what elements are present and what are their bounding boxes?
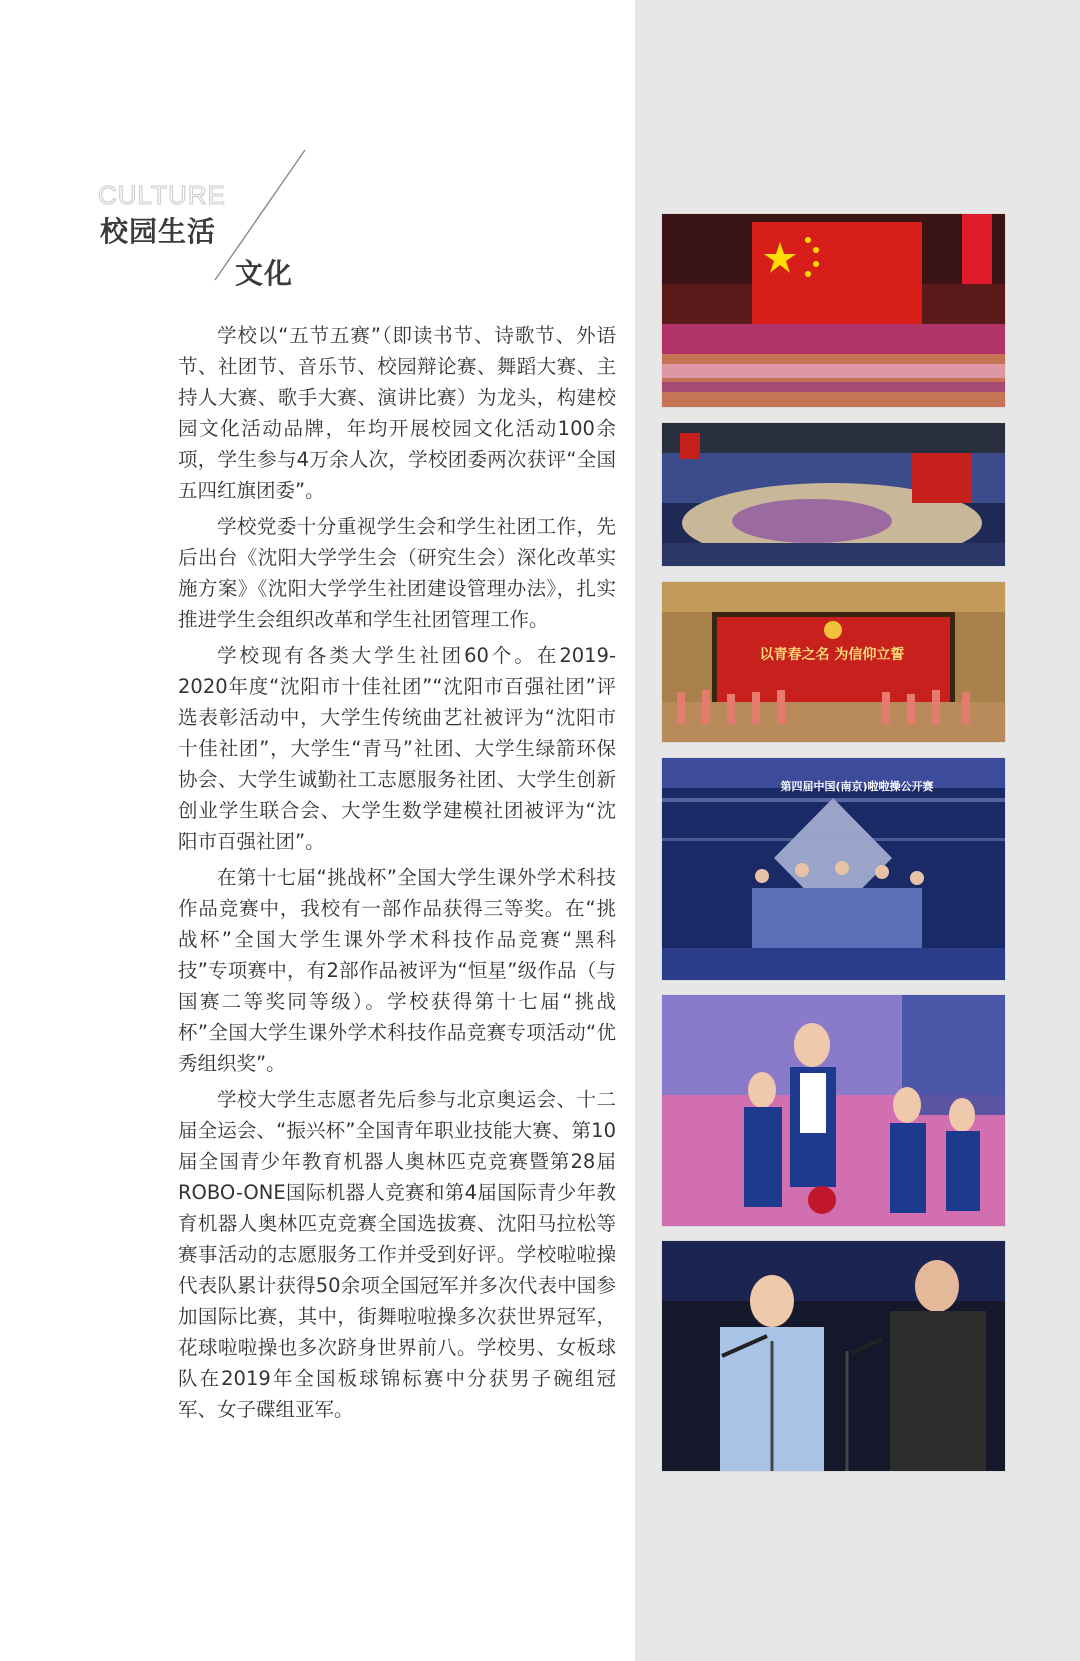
stage-banner-text: 以青春之名 为信仰立誓 (759, 647, 905, 663)
photo-cheerleaders (662, 995, 1005, 1226)
paragraph: 学校大学生志愿者先后参与北京奥运会、十二届全运会、“振兴杯”全国青年职业技能大赛、第10届全国青少年教育机器人奥林匹克竞赛暨第28届ROBO-ONE国际机器人竞赛和第4届国际青少年教育机器人奥林匹克竞赛全国选拔赛、沈阳马拉松等赛事活动的志愿服务工作并受到好评。学校啦啦操代表队累计获得50余项全国冠军并多次代表中国参加国际比赛，其中，街舞啦啦操多次获世界冠军，花球啦啦操也多次跻身世界前八。学校男、女板球队在2019年全国板球锦标赛中分获男子碗组冠军、女子碟组亚军。 (178, 1088, 616, 1421)
body-text (178, 320, 616, 1430)
photo-cheer-team (662, 758, 1005, 980)
paragraph: 学校现有各类大学生社团60个。在2019-2020年度“沈阳市十佳社团”“沈阳市百强社团”评选表彰活动中，大学生传统曲艺社被评为“沈阳市十佳社团”，大学生“青马”社团、大学生绿箭环保协会、大学生诚勤社工志愿服务社团、大学生创新创业学生联合会、大学生数学建模社团被评为“沈阳市百强社团”。 (178, 644, 616, 853)
section-eyebrow: CULTURE (98, 180, 226, 210)
paragraph: 在第十七届“挑战杯”全国大学生课外学术科技作品竞赛中，我校有一部作品获得三等奖。在“挑战杯”全国大学生课外学术科技作品竞赛“黑科技”专项赛中，有2部作品被评为“恒星”级作品（与国赛二等奖同等级）。学校获得第十七届“挑战杯”全国大学生课外学术科技作品竞赛专项活动“优秀组织奖”。 (178, 866, 616, 1075)
paragraph: 学校党委十分重视学生会和学生社团工作，先后出台《沈阳大学学生会（研究生会）深化改革实施方案》《沈阳大学学生社团建设管理办法》，扎实推进学生会组织改革和学生社团管理工作。 (178, 515, 616, 631)
cheer-banner-text: 第四届中国(南京)啦啦操公开赛 (780, 780, 934, 793)
section-header (0, 0, 635, 320)
photo-crosstalk (662, 1241, 1005, 1471)
paragraph: 学校以“五节五赛”（即读书节、诗歌节、外语节、社团节、音乐节、校园辩论赛、舞蹈大赛、主持人大赛、歌手大赛、演讲比赛）为龙头，构建校园文化活动品牌，年均开展校园文化活动100余项，学生参与4万余人次，学校团委两次获评“全国五四红旗团委”。 (178, 324, 616, 502)
photo-flag-ceremony (662, 214, 1005, 407)
section-title-line1: 校园生活 (100, 215, 217, 248)
title-divider-slash (205, 148, 315, 288)
photo-stage-banner (662, 582, 1005, 742)
photo-arena-performance (662, 423, 1005, 566)
section-title-line2: 文化 (235, 257, 294, 290)
